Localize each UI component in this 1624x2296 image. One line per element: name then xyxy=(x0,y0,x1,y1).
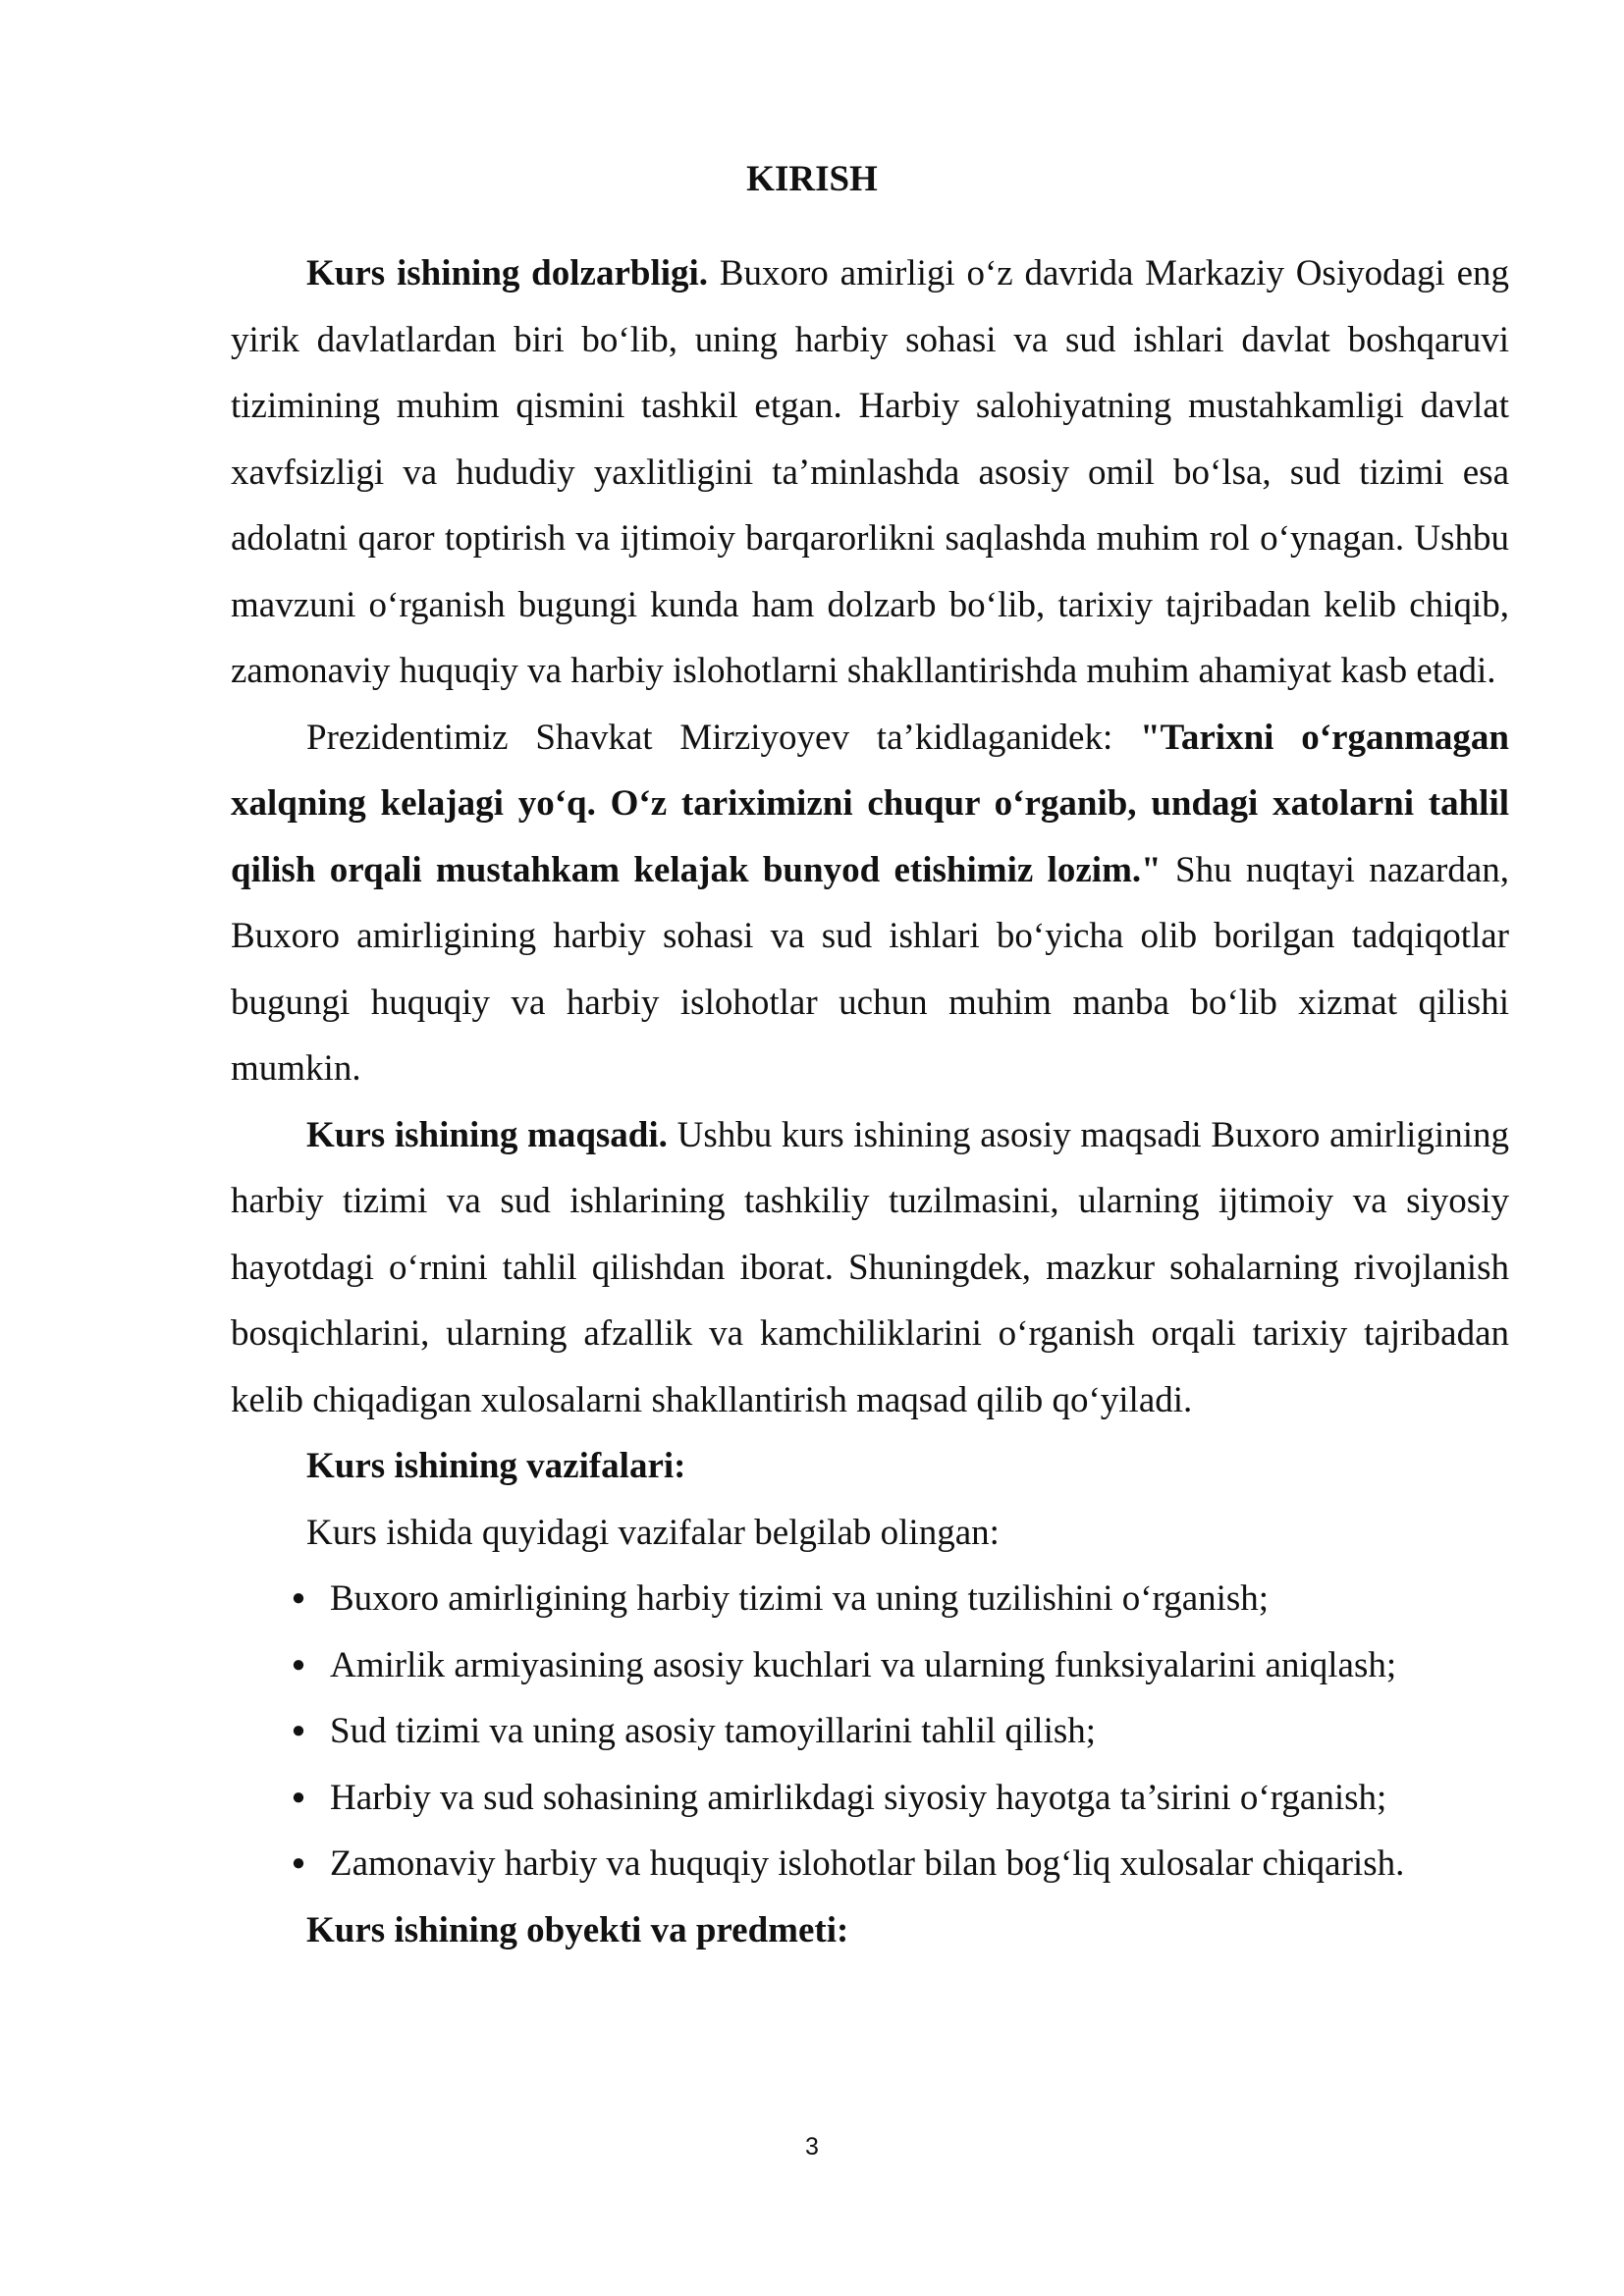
list-item-text: Amirlik armiyasining asosiy kuchlari va ularning funksiyalarini aniqlash; xyxy=(330,1644,1397,1685)
page-number: 3 xyxy=(805,2133,819,2161)
list-item xyxy=(231,1566,1509,1632)
list-item xyxy=(231,1632,1509,1699)
bullet-icon: ● xyxy=(291,1651,306,1678)
page-title: KIRISH xyxy=(746,159,878,199)
bullet-icon: ● xyxy=(291,1585,306,1611)
list-item xyxy=(231,1698,1509,1765)
paragraph-president-quote xyxy=(231,705,1509,1102)
tasks-list xyxy=(231,1566,1509,1897)
list-item xyxy=(231,1831,1509,1897)
paragraph-relevance xyxy=(231,240,1509,705)
tasks-intro: Kurs ishida quyidagi vazifalar belgilab olingan: xyxy=(306,1512,1000,1553)
bullet-icon: ● xyxy=(291,1850,306,1876)
list-item-text: Sud tizimi va uning asosiy tamoyillarini tahlil qilish; xyxy=(330,1711,1097,1751)
page-body xyxy=(231,240,1509,1963)
bullet-icon: ● xyxy=(291,1718,306,1743)
president-quote: "Tarixni o‘rganmagan xalqning kelajagi yo‘q. O‘z tariximizni chuqur o‘rganib, undagi xatolarni tahlil qilish orqali mustahkam kelajak bunyod etishimiz lozim." xyxy=(231,717,1509,890)
goal-lead: Kurs ishining maqsadi. xyxy=(306,1114,668,1155)
quote-followup: Shu nuqtayi nazardan, Buxoro amirligining harbiy sohasi va sud ishlari bo‘yicha olib borilgan tadqiqotlar bugungi huquqiy va harbiy islohotlar uchun muhim manba bo‘lib xizmat qilishi mumkin. xyxy=(231,849,1509,1089)
goal-text: Ushbu kurs ishining asosiy maqsadi Buxoro amirligining harbiy tizimi va sud ishlarining tashkiliy tuzilmasini, ularning ijtimoiy va siyosiy hayotdagi o‘rnini tahlil qilishdan iborat. Shuningdek, mazkur sohalarning rivojlanish bosqichlarini, ularning afzallik va kamchiliklarini o‘rganish orqali tarixiy tajribadan kelib chiqadigan xulosalarni shakllantirish maqsad qilib qo‘yiladi. xyxy=(231,1114,1509,1420)
tasks-heading: Kurs ishining vazifalari: xyxy=(306,1446,686,1486)
bullet-icon: ● xyxy=(291,1784,306,1810)
object-subject-heading: Kurs ishining obyekti va predmeti: xyxy=(306,1909,849,1950)
paragraph-goal xyxy=(231,1102,1509,1434)
list-item-text: Buxoro amirligining harbiy tizimi va uning tuzilishini o‘rganish; xyxy=(330,1578,1270,1619)
list-item-text: Zamonaviy harbiy va huquqiy islohotlar bilan bog‘liq xulosalar chiqarish. xyxy=(330,1843,1405,1884)
quote-intro: Prezidentimiz Shavkat Mirziyoyev ta’kidlaganidek: xyxy=(306,717,1141,758)
relevance-lead: Kurs ishining dolzarbligi. xyxy=(306,253,709,294)
list-item-text: Harbiy va sud sohasining amirlikdagi siyosiy hayotga ta’sirini o‘rganish; xyxy=(330,1777,1387,1818)
list-item xyxy=(231,1765,1509,1832)
relevance-text: Buxoro amirligi o‘z davrida Markaziy Osiyodagi eng yirik davlatlardan biri bo‘lib, uning harbiy sohasi va sud ishlari davlat boshqaruvi tizimining muhim qismini tashkil etgan. Harbiy salohiyatning mustahkamligi davlat xavfsizligi va hududiy yaxlitligini ta’minlashda asosiy omil bo‘lsa, sud tizimi esa adolatni qaror toptirish va ijtimoiy barqarorlikni saqlashda muhim rol o‘ynagan. Ushbu mavzuni o‘rganish bugungi kunda ham dolzarb bo‘lib, tarixiy tajribadan kelib chiqib, zamonaviy huquqiy va harbiy islohotlarni shakllantirishda muhim ahamiyat kasb etadi. xyxy=(231,253,1509,691)
